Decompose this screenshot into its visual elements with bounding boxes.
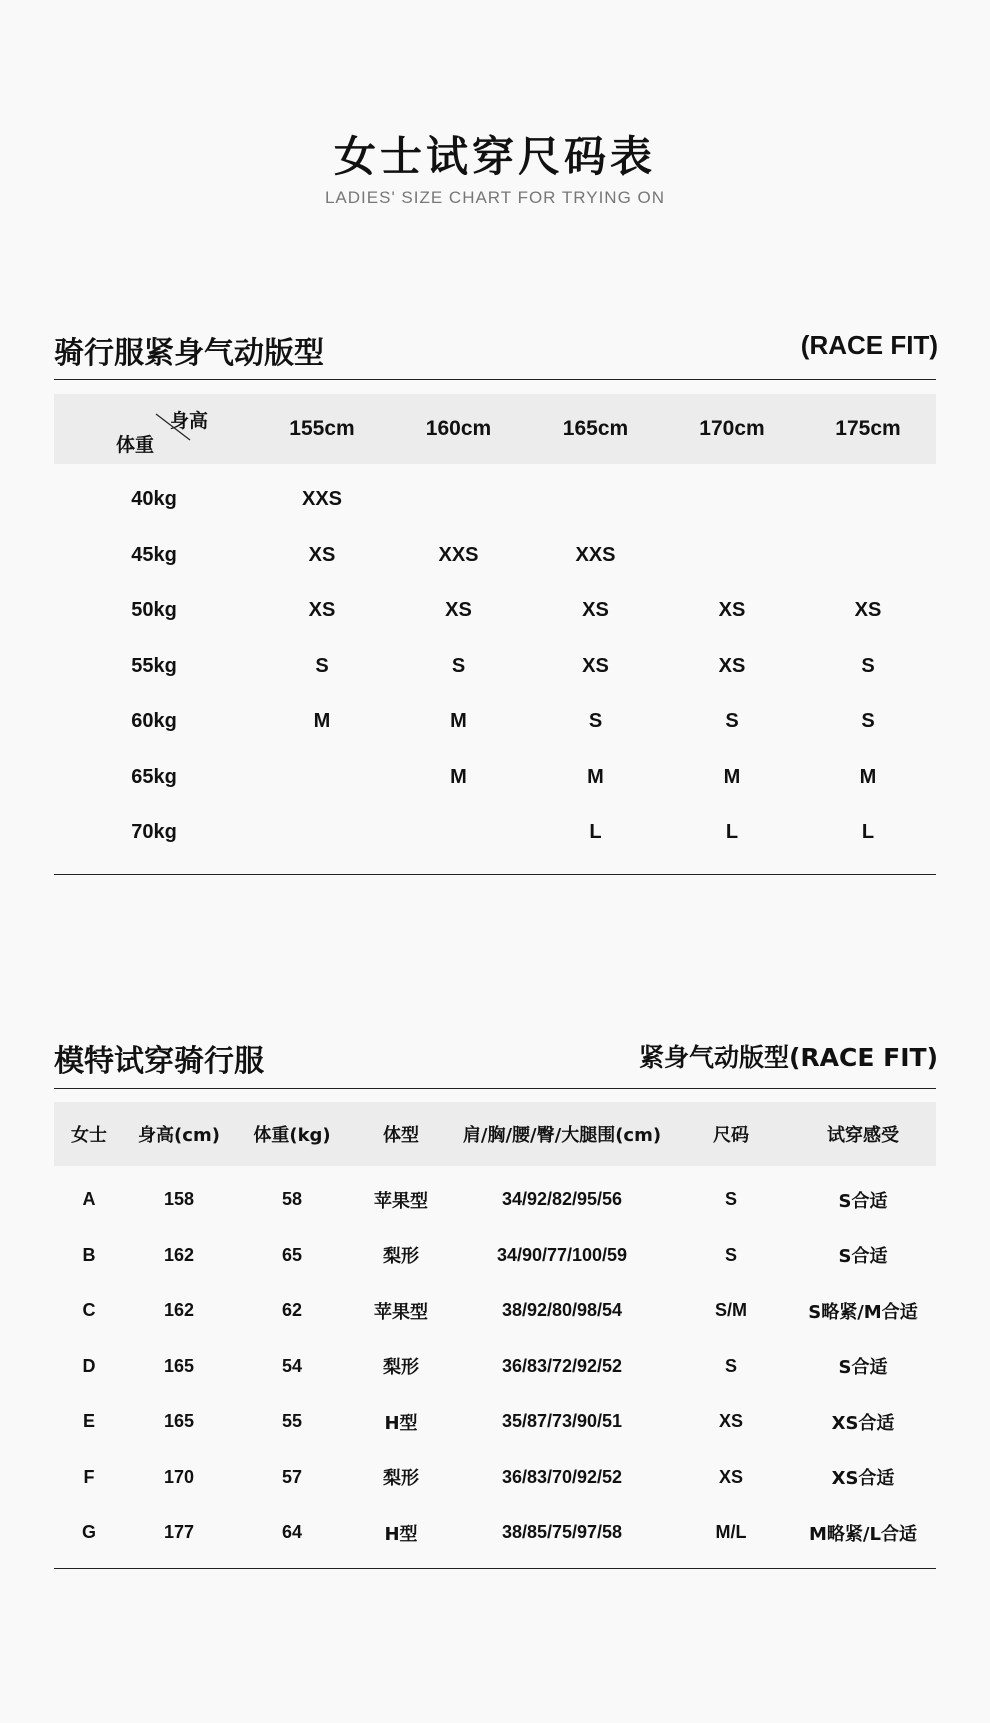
weight-axis-label: 体重 [116, 434, 155, 456]
weight-value: 64 [281, 1522, 303, 1543]
size-cell: M [723, 765, 741, 788]
height-header: 155cm [289, 417, 355, 440]
height-value: 165 [163, 1355, 195, 1376]
column-header: 体型 [383, 1125, 419, 1146]
size-cell: L [725, 821, 739, 844]
table-row [54, 1339, 936, 1395]
column-header: 尺码 [713, 1125, 749, 1146]
size-cell: M [587, 765, 604, 788]
race-fit-section-header [54, 322, 938, 370]
divider [54, 874, 936, 875]
table-row [54, 1450, 936, 1506]
size-value: S [724, 1244, 737, 1265]
table-row [54, 805, 936, 861]
weight-value: 65 [281, 1244, 303, 1265]
size-cell: S [861, 654, 875, 677]
size-cell [390, 472, 527, 528]
column-header: 身高(cm) [138, 1125, 220, 1146]
weight-value: 55 [281, 1411, 303, 1432]
page-subtitle: LADIES' SIZE CHART FOR TRYING ON [324, 188, 666, 207]
height-header: 170cm [699, 417, 765, 440]
size-cell: XXS [575, 543, 616, 566]
size-cell: XS [308, 543, 336, 566]
divider [54, 1568, 936, 1569]
section-tag: (RACE FIT) [800, 330, 938, 360]
height-value: 162 [163, 1300, 195, 1321]
size-cell: S [725, 710, 739, 733]
size-cell: M [450, 710, 467, 733]
model-fitting-table [54, 1102, 936, 1561]
divider [54, 1088, 936, 1089]
weight-cell: 40kg [131, 488, 177, 511]
size-cell: M [450, 765, 467, 788]
weight-value: 62 [281, 1300, 303, 1321]
body-type: 苹果型 [374, 1301, 428, 1323]
fit-feedback: S合适 [838, 1246, 888, 1268]
size-value: S [724, 1189, 737, 1210]
model-id: D [82, 1355, 96, 1376]
height-value: 165 [163, 1411, 195, 1432]
weight-value: 58 [281, 1189, 303, 1210]
size-cell [664, 528, 800, 584]
size-cell [800, 472, 936, 528]
section-title: 骑行服紧身气动版型 [54, 336, 324, 371]
size-cell: M [859, 765, 877, 788]
table-row [54, 528, 936, 584]
fit-feedback: XS合适 [831, 1412, 895, 1434]
measurements: 38/92/80/98/54 [501, 1300, 623, 1321]
size-cell: S [315, 654, 329, 677]
size-cell: L [861, 821, 875, 844]
weight-value: 54 [281, 1355, 303, 1376]
divider [54, 379, 936, 380]
size-cell: XXS [438, 543, 479, 566]
height-axis-label: 身高 [170, 410, 209, 432]
weight-cell: 60kg [131, 710, 177, 733]
height-value: 162 [163, 1244, 195, 1265]
body-type: 苹果型 [374, 1190, 428, 1212]
model-fitting-section-header [54, 1030, 938, 1078]
size-cell [254, 805, 390, 861]
size-cell: XS [582, 654, 609, 677]
measurements: 34/90/77/100/59 [496, 1244, 628, 1265]
size-cell: XS [445, 599, 472, 622]
table-row [54, 1283, 936, 1339]
measurements: 36/83/70/92/52 [501, 1466, 623, 1487]
table-row [54, 472, 936, 528]
table-row [54, 1228, 936, 1284]
size-cell: XS [718, 599, 746, 622]
size-value: S [724, 1355, 737, 1376]
height-header: 160cm [425, 417, 492, 440]
size-value: S/M [714, 1300, 747, 1321]
size-cell [254, 750, 390, 806]
weight-value: 57 [281, 1466, 303, 1487]
column-header: 体重(kg) [253, 1125, 331, 1146]
size-cell: XS [582, 599, 609, 622]
weight-cell: 70kg [131, 821, 177, 844]
measurements: 34/92/82/95/56 [501, 1189, 623, 1210]
page-title: 女士试穿尺码表 [333, 132, 656, 181]
size-cell [390, 805, 527, 861]
section-title: 模特试穿骑行服 [54, 1044, 264, 1079]
height-value: 170 [163, 1466, 195, 1487]
column-header: 女士 [71, 1125, 107, 1146]
size-cell: M [313, 710, 331, 733]
size-cell [527, 472, 664, 528]
model-id: F [83, 1466, 95, 1487]
size-cell: S [588, 710, 603, 733]
height-header: 175cm [835, 417, 901, 440]
body-type: 梨形 [383, 1357, 419, 1379]
column-header: 肩/胸/腰/臀/大腿围(cm) [462, 1125, 662, 1146]
height-value: 158 [163, 1189, 195, 1210]
body-type: H型 [384, 1412, 418, 1434]
table-row [54, 639, 936, 695]
size-cell [800, 528, 936, 584]
size-value: XS [718, 1466, 743, 1487]
weight-cell: 50kg [131, 599, 177, 622]
fit-feedback: XS合适 [831, 1468, 895, 1490]
table-header-row [54, 394, 936, 464]
measurements: 36/83/72/92/52 [501, 1355, 623, 1376]
section-tag: 紧身气动版型(RACE FIT) [638, 1043, 938, 1072]
size-chart-table [54, 394, 936, 861]
fit-feedback: S略紧/M合适 [808, 1301, 918, 1323]
fit-feedback: S合适 [838, 1190, 888, 1212]
model-id: A [82, 1189, 96, 1210]
size-value: XS [718, 1411, 743, 1432]
model-id: G [81, 1522, 96, 1543]
fit-feedback: S合适 [838, 1357, 888, 1379]
size-cell: L [589, 821, 602, 844]
table-row [54, 750, 936, 806]
size-cell: S [861, 710, 875, 733]
weight-cell: 55kg [131, 654, 177, 677]
table-row [54, 1394, 936, 1450]
model-id: C [82, 1300, 96, 1321]
body-type: H型 [384, 1523, 418, 1545]
size-cell [664, 472, 800, 528]
weight-cell: 65kg [131, 765, 177, 788]
table-header-row [54, 1102, 936, 1166]
table-row [54, 1505, 936, 1561]
body-type: 梨形 [383, 1246, 419, 1268]
table-row [54, 1172, 936, 1228]
size-cell: S [451, 654, 466, 677]
size-cell: XS [854, 599, 882, 622]
measurements: 35/87/73/90/51 [501, 1411, 623, 1432]
size-value: M/L [715, 1522, 747, 1543]
table-row [54, 694, 936, 750]
size-cell: XS [308, 599, 336, 622]
measurements: 38/85/75/97/58 [501, 1522, 623, 1543]
height-header: 165cm [562, 417, 629, 440]
model-id: B [82, 1244, 96, 1265]
corner-cell [54, 394, 254, 464]
body-type: 梨形 [383, 1468, 419, 1490]
table-row [54, 583, 936, 639]
weight-cell: 45kg [131, 543, 177, 566]
size-cell: XXS [301, 488, 343, 511]
diagonal-divider [154, 412, 192, 442]
size-cell: XS [718, 654, 746, 677]
height-value: 177 [163, 1522, 195, 1543]
column-header: 试穿感受 [827, 1125, 899, 1146]
model-id: E [82, 1411, 95, 1432]
fit-feedback: M略紧/L合适 [809, 1523, 917, 1545]
